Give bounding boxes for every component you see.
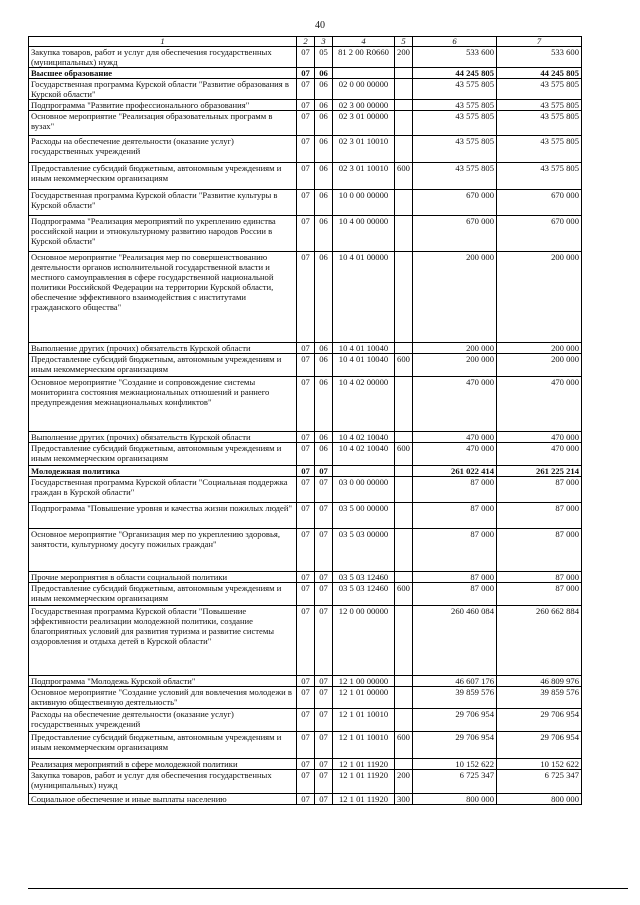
row-subsection: 07 [315, 503, 333, 529]
table-body [29, 47, 582, 805]
row-amount-year1: 43 575 805 [413, 163, 497, 190]
row-subsection: 06 [315, 432, 333, 443]
table-row [29, 47, 582, 68]
row-amount-year2: 43 575 805 [497, 79, 582, 100]
row-name: Государственная программа Курской области "Развитие культуры в Курской области" [29, 190, 297, 216]
row-target-article: 10 4 00 00000 [333, 216, 395, 252]
row-name: Реализация мероприятий в сфере молодежной политики [29, 759, 297, 770]
row-section: 07 [297, 252, 315, 343]
row-name: Закупка товаров, работ и услуг для обеспечения государственных (муниципальных) нужд [29, 47, 297, 68]
row-name: Расходы на обеспечение деятельности (оказание услуг) государственных учреждений [29, 709, 297, 732]
row-amount-year2: 29 706 954 [497, 709, 582, 732]
col-num-6: 6 [413, 37, 497, 47]
row-target-article: 12 1 01 11920 [333, 794, 395, 805]
page-number: 40 [315, 20, 325, 31]
row-amount-year2: 43 575 805 [497, 163, 582, 190]
row-amount-year1: 46 607 176 [413, 676, 497, 687]
row-name: Высшее образование [29, 68, 297, 79]
row-subsection: 06 [315, 216, 333, 252]
row-amount-year1: 200 000 [413, 343, 497, 354]
row-amount-year2: 200 000 [497, 354, 582, 377]
row-name: Предоставление субсидий бюджетным, автономным учреждениям и иным некоммерческим организациям [29, 354, 297, 377]
row-target-article: 12 1 01 00000 [333, 687, 395, 709]
row-section: 07 [297, 770, 315, 794]
row-target-article: 02 3 01 10010 [333, 136, 395, 163]
row-name: Социальное обеспечение и иные выплаты населению [29, 794, 297, 805]
table-row [29, 377, 582, 432]
row-target-article: 12 1 01 11920 [333, 759, 395, 770]
row-expense-type: 600 [395, 163, 413, 190]
row-name: Основное мероприятие "Организация мер по укреплению здоровья, занятости, культурному досугу пожилых граждан" [29, 529, 297, 572]
row-amount-year2: 10 152 622 [497, 759, 582, 770]
row-section: 07 [297, 100, 315, 111]
row-amount-year1: 200 000 [413, 252, 497, 343]
col-num-5: 5 [395, 37, 413, 47]
col-num-1: 1 [29, 37, 297, 47]
row-expense-type [395, 477, 413, 503]
row-amount-year2: 87 000 [497, 477, 582, 503]
row-amount-year1: 470 000 [413, 443, 497, 466]
row-name: Подпрограмма "Развитие профессионального образования" [29, 100, 297, 111]
row-target-article: 02 3 01 00000 [333, 111, 395, 136]
row-amount-year1: 260 460 084 [413, 606, 497, 676]
row-subsection: 07 [315, 759, 333, 770]
row-name: Государственная программа Курской области "Повышение эффективности реализации молодежной политики, создание благоприятных условий для развития туризма и развитие системы оздоровления и отдыха детей в Курской области" [29, 606, 297, 676]
row-subsection: 07 [315, 572, 333, 583]
row-target-article: 10 4 01 00000 [333, 252, 395, 343]
row-expense-type [395, 529, 413, 572]
row-target-article: 10 4 02 10040 [333, 432, 395, 443]
row-name: Предоставление субсидий бюджетным, автономным учреждениям и иным некоммерческим организациям [29, 163, 297, 190]
row-name: Предоставление субсидий бюджетным, автономным учреждениям и иным некоммерческим организациям [29, 443, 297, 466]
column-number-row [29, 37, 582, 47]
row-subsection: 06 [315, 252, 333, 343]
row-amount-year2: 87 000 [497, 572, 582, 583]
row-expense-type: 600 [395, 354, 413, 377]
table-row [29, 216, 582, 252]
row-subsection: 07 [315, 477, 333, 503]
row-name: Выполнение других (прочих) обязательств Курской области [29, 432, 297, 443]
row-amount-year2: 87 000 [497, 503, 582, 529]
row-name: Предоставление субсидий бюджетным, автономным учреждениям и иным некоммерческим организациям [29, 583, 297, 606]
row-name: Закупка товаров, работ и услуг для обеспечения государственных (муниципальных) нужд [29, 770, 297, 794]
row-subsection: 07 [315, 583, 333, 606]
row-target-article [333, 68, 395, 79]
row-amount-year2: 200 000 [497, 252, 582, 343]
row-amount-year1: 87 000 [413, 583, 497, 606]
row-target-article: 03 5 00 00000 [333, 503, 395, 529]
row-target-article: 12 0 00 00000 [333, 606, 395, 676]
col-num-7: 7 [497, 37, 582, 47]
row-amount-year2: 43 575 805 [497, 100, 582, 111]
row-section: 07 [297, 47, 315, 68]
row-subsection: 06 [315, 136, 333, 163]
row-amount-year1: 44 245 805 [413, 68, 497, 79]
row-expense-type [395, 676, 413, 687]
table-row [29, 466, 582, 477]
row-subsection: 07 [315, 687, 333, 709]
table-row [29, 794, 582, 805]
row-section: 07 [297, 572, 315, 583]
row-target-article: 12 1 01 10010 [333, 732, 395, 759]
row-amount-year1: 43 575 805 [413, 136, 497, 163]
row-expense-type [395, 343, 413, 354]
row-name: Государственная программа Курской области "Социальная поддержка граждан в Курской области" [29, 477, 297, 503]
row-expense-type [395, 606, 413, 676]
row-amount-year1: 470 000 [413, 432, 497, 443]
bottom-rule [28, 888, 628, 889]
row-section: 07 [297, 216, 315, 252]
row-subsection: 06 [315, 343, 333, 354]
table-row [29, 443, 582, 466]
row-amount-year2: 260 662 884 [497, 606, 582, 676]
row-section: 07 [297, 466, 315, 477]
row-expense-type [395, 190, 413, 216]
table-row [29, 529, 582, 572]
row-target-article: 02 3 00 00000 [333, 100, 395, 111]
row-amount-year2: 470 000 [497, 443, 582, 466]
col-num-3: 3 [315, 37, 333, 47]
row-subsection: 07 [315, 529, 333, 572]
row-amount-year1: 43 575 805 [413, 100, 497, 111]
row-target-article [333, 466, 395, 477]
row-amount-year2: 533 600 [497, 47, 582, 68]
table-row [29, 759, 582, 770]
row-section: 07 [297, 529, 315, 572]
table-row [29, 676, 582, 687]
row-expense-type [395, 377, 413, 432]
row-amount-year2: 39 859 576 [497, 687, 582, 709]
row-subsection: 07 [315, 770, 333, 794]
row-amount-year1: 670 000 [413, 190, 497, 216]
row-name: Основное мероприятие "Реализация образовательных программ в вузах" [29, 111, 297, 136]
row-section: 07 [297, 190, 315, 216]
row-target-article: 02 0 00 00000 [333, 79, 395, 100]
row-expense-type: 600 [395, 732, 413, 759]
table-row [29, 343, 582, 354]
row-name: Основное мероприятие "Создание и сопровождение системы мониторинга состояния межнациональных отношений и раннего предупреждения межнациональных конфликтов" [29, 377, 297, 432]
row-subsection: 06 [315, 79, 333, 100]
row-amount-year2: 261 225 214 [497, 466, 582, 477]
row-section: 07 [297, 443, 315, 466]
row-expense-type: 300 [395, 794, 413, 805]
row-amount-year2: 470 000 [497, 432, 582, 443]
table-row [29, 252, 582, 343]
row-expense-type [395, 759, 413, 770]
row-section: 07 [297, 606, 315, 676]
row-section: 07 [297, 354, 315, 377]
row-amount-year1: 29 706 954 [413, 732, 497, 759]
row-expense-type [395, 466, 413, 477]
row-target-article: 10 0 00 00000 [333, 190, 395, 216]
row-name: Подпрограмма "Молодежь Курской области" [29, 676, 297, 687]
row-section: 07 [297, 732, 315, 759]
row-amount-year2: 43 575 805 [497, 136, 582, 163]
table-row [29, 732, 582, 759]
row-expense-type [395, 100, 413, 111]
row-section: 07 [297, 343, 315, 354]
table-row [29, 100, 582, 111]
row-expense-type: 600 [395, 443, 413, 466]
row-subsection: 06 [315, 68, 333, 79]
row-amount-year1: 29 706 954 [413, 709, 497, 732]
row-expense-type [395, 111, 413, 136]
row-amount-year2: 670 000 [497, 190, 582, 216]
table-row [29, 79, 582, 100]
row-expense-type [395, 687, 413, 709]
row-amount-year2: 87 000 [497, 583, 582, 606]
row-subsection: 07 [315, 676, 333, 687]
table-row [29, 111, 582, 136]
row-section: 07 [297, 794, 315, 805]
row-section: 07 [297, 709, 315, 732]
row-section: 07 [297, 79, 315, 100]
row-amount-year2: 46 809 976 [497, 676, 582, 687]
row-name: Основное мероприятие "Создание условий для вовлечения молодежи в активную общественную деятельность" [29, 687, 297, 709]
table-row [29, 354, 582, 377]
row-subsection: 06 [315, 190, 333, 216]
row-expense-type [395, 503, 413, 529]
col-num-2: 2 [297, 37, 315, 47]
row-amount-year2: 6 725 347 [497, 770, 582, 794]
table-row [29, 583, 582, 606]
row-name: Предоставление субсидий бюджетным, автономным учреждениям и иным некоммерческим организациям [29, 732, 297, 759]
table-row [29, 163, 582, 190]
row-expense-type [395, 68, 413, 79]
row-target-article: 12 1 01 10010 [333, 709, 395, 732]
row-amount-year1: 87 000 [413, 477, 497, 503]
row-target-article: 12 1 01 11920 [333, 770, 395, 794]
table-row [29, 190, 582, 216]
row-section: 07 [297, 687, 315, 709]
row-target-article: 10 4 01 10040 [333, 343, 395, 354]
row-section: 07 [297, 111, 315, 136]
row-amount-year2: 200 000 [497, 343, 582, 354]
row-name: Молодежная политика [29, 466, 297, 477]
table-row [29, 503, 582, 529]
row-target-article: 03 5 03 00000 [333, 529, 395, 572]
row-section: 07 [297, 676, 315, 687]
row-section: 07 [297, 377, 315, 432]
row-amount-year1: 670 000 [413, 216, 497, 252]
table-row [29, 606, 582, 676]
row-amount-year2: 800 000 [497, 794, 582, 805]
row-amount-year1: 200 000 [413, 354, 497, 377]
row-amount-year2: 43 575 805 [497, 111, 582, 136]
row-amount-year1: 39 859 576 [413, 687, 497, 709]
budget-table [28, 36, 582, 805]
row-name: Подпрограмма "Реализация мероприятий по укреплению единства российской нации и этнокультурному развитию народов России в Курской области" [29, 216, 297, 252]
row-amount-year2: 470 000 [497, 377, 582, 432]
row-section: 07 [297, 432, 315, 443]
row-expense-type: 600 [395, 583, 413, 606]
col-num-4: 4 [333, 37, 395, 47]
row-name: Государственная программа Курской области "Развитие образования в Курской области" [29, 79, 297, 100]
row-amount-year1: 10 152 622 [413, 759, 497, 770]
row-section: 07 [297, 136, 315, 163]
row-subsection: 06 [315, 443, 333, 466]
table-row [29, 709, 582, 732]
table-row [29, 572, 582, 583]
row-name: Прочие мероприятия в области социальной политики [29, 572, 297, 583]
row-section: 07 [297, 583, 315, 606]
row-subsection: 05 [315, 47, 333, 68]
row-name: Расходы на обеспечение деятельности (оказание услуг) государственных учреждений [29, 136, 297, 163]
row-name: Основное мероприятие "Реализация мер по совершенствованию деятельности органов исполнительной государственной власти и местного самоуправления в сфере государственной национальной политики Российской Федерации на территории Курской области, обеспечение эффективного взаимодействия с институтами гражданского общества" [29, 252, 297, 343]
row-amount-year1: 261 022 414 [413, 466, 497, 477]
row-expense-type: 200 [395, 47, 413, 68]
row-section: 07 [297, 163, 315, 190]
row-target-article: 81 2 00 R0660 [333, 47, 395, 68]
row-subsection: 07 [315, 732, 333, 759]
row-amount-year1: 470 000 [413, 377, 497, 432]
row-amount-year1: 43 575 805 [413, 111, 497, 136]
row-section: 07 [297, 68, 315, 79]
row-expense-type [395, 79, 413, 100]
table-row [29, 687, 582, 709]
row-subsection: 06 [315, 377, 333, 432]
row-amount-year1: 87 000 [413, 572, 497, 583]
row-subsection: 06 [315, 354, 333, 377]
table-row [29, 477, 582, 503]
row-amount-year1: 533 600 [413, 47, 497, 68]
row-expense-type [395, 432, 413, 443]
row-target-article: 03 0 00 00000 [333, 477, 395, 503]
row-amount-year1: 87 000 [413, 529, 497, 572]
row-expense-type [395, 216, 413, 252]
row-expense-type [395, 572, 413, 583]
row-subsection: 06 [315, 100, 333, 111]
row-expense-type [395, 709, 413, 732]
row-name: Выполнение других (прочих) обязательств Курской области [29, 343, 297, 354]
row-expense-type [395, 252, 413, 343]
row-target-article: 03 5 03 12460 [333, 572, 395, 583]
row-expense-type [395, 136, 413, 163]
table-row [29, 68, 582, 79]
row-subsection: 06 [315, 163, 333, 190]
row-amount-year2: 44 245 805 [497, 68, 582, 79]
row-target-article: 12 1 00 00000 [333, 676, 395, 687]
row-subsection: 07 [315, 709, 333, 732]
row-subsection: 06 [315, 111, 333, 136]
row-name: Подпрограмма "Повышение уровня и качества жизни пожилых людей" [29, 503, 297, 529]
table-row [29, 136, 582, 163]
row-target-article: 10 4 01 10040 [333, 354, 395, 377]
row-amount-year2: 29 706 954 [497, 732, 582, 759]
row-section: 07 [297, 759, 315, 770]
table-row [29, 770, 582, 794]
table-row [29, 432, 582, 443]
row-section: 07 [297, 477, 315, 503]
row-target-article: 10 4 02 00000 [333, 377, 395, 432]
row-amount-year1: 87 000 [413, 503, 497, 529]
row-target-article: 02 3 01 10010 [333, 163, 395, 190]
row-subsection: 07 [315, 466, 333, 477]
row-amount-year1: 6 725 347 [413, 770, 497, 794]
row-section: 07 [297, 503, 315, 529]
row-amount-year2: 87 000 [497, 529, 582, 572]
row-target-article: 03 5 03 12460 [333, 583, 395, 606]
row-subsection: 07 [315, 794, 333, 805]
row-target-article: 10 4 02 10040 [333, 443, 395, 466]
row-amount-year2: 670 000 [497, 216, 582, 252]
row-amount-year1: 800 000 [413, 794, 497, 805]
row-amount-year1: 43 575 805 [413, 79, 497, 100]
row-expense-type: 200 [395, 770, 413, 794]
row-subsection: 07 [315, 606, 333, 676]
